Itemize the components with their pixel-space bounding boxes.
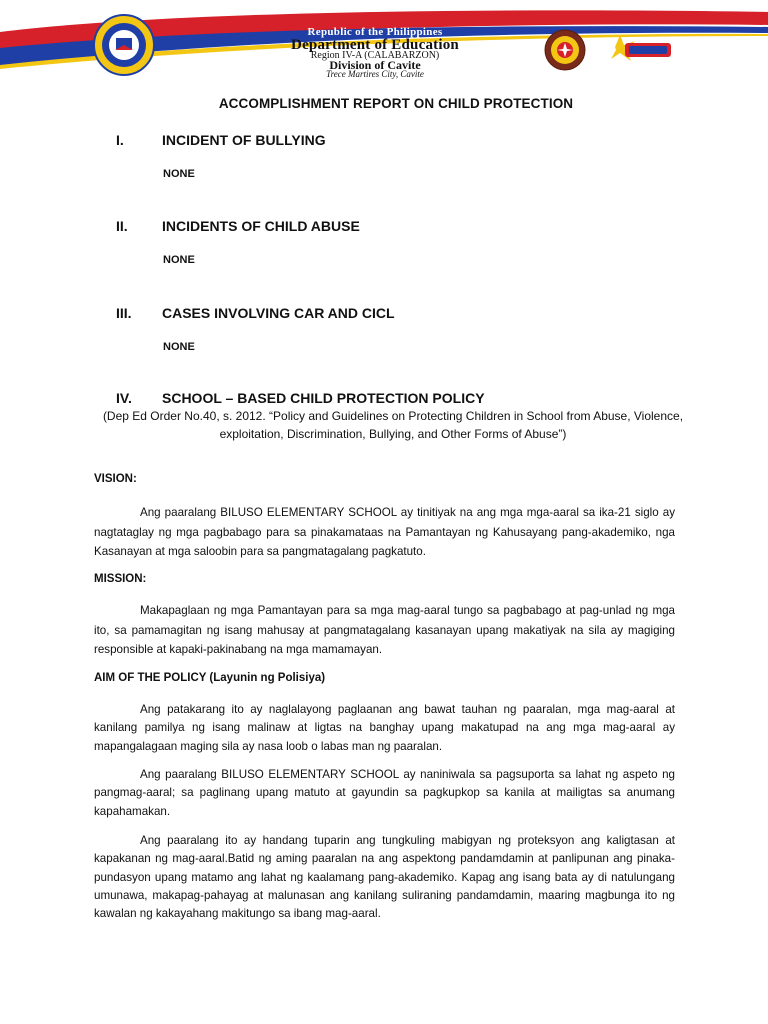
section-number: I. <box>116 132 124 148</box>
section-title-child-abuse: INCIDENTS OF CHILD ABUSE <box>162 218 360 234</box>
section-title-car-cicl: CASES INVOLVING CAR AND CICL <box>162 305 395 321</box>
mission-label: MISSION: <box>94 573 147 585</box>
header-region: Region IV-A (CALABARZON) <box>310 50 440 61</box>
section-title-bullying: INCIDENT OF BULLYING <box>162 132 326 148</box>
vision-text: Ang paaralang BILUSO ELEMENTARY SCHOOL ay tinitiyak na ang mga mga-aaral sa ika-21 siglo ay nagtataglay ng mga pagbabago para sa pinakamataas na Pamantayan ng Kahusayang pang-akademiko, nga Kasanayan at mga saloobin para sa pangmatagalang pagkatuto. <box>94 506 675 558</box>
header-city: Trece Martires City, Cavite <box>326 69 424 79</box>
letterhead <box>0 0 768 82</box>
vision-label: VISION: <box>94 473 137 485</box>
aim-label: AIM OF THE POLICY (Layunin ng Polisiya) <box>94 672 326 684</box>
deped-order-citation: (Dep Ed Order No.40, s. 2012. “Policy and Guidelines on Protecting Children in School from Abuse, Violence, exploitation, Discrimination, Bullying, and Other Forms of Abuse”) <box>102 409 684 441</box>
section-body-car-cicl: NONE <box>163 341 195 353</box>
mission-text: Makapaglaan ng mga Pamantayan para sa mga mag-aaral tungo sa pagbabago at pag-unlad ng mga ito, sa pamamagitan ng isang mahusay at pangmatagalang kasanayan upang makatiyak na sila ay magiging responsible at kapaki-pakinabang na mga mamamayan. <box>94 604 675 656</box>
deped-cavite-logo-icon <box>607 29 677 67</box>
aim-paragraph: Ang paaralang BILUSO ELEMENTARY SCHOOL ay naniniwala sa pagsuporta sa lahat ng aspeto ng pangmag-aaral; sa paglinang upang matuto at gayundin sa pagkupkop sa kanila at mailigtas sa anumang kapahamakan. <box>94 768 675 818</box>
page-title: ACCOMPLISHMENT REPORT ON CHILD PROTECTION <box>218 96 574 111</box>
section-title-protection-policy: SCHOOL – BASED CHILD PROTECTION POLICY <box>162 390 485 406</box>
section-body-bullying: NONE <box>163 168 195 180</box>
section-number: II. <box>116 218 128 234</box>
section-number: IV. <box>116 390 132 406</box>
section-body-child-abuse: NONE <box>163 254 195 266</box>
aim-paragraph: Ang patakarang ito ay naglalayong paglaanan ang bawat tauhan ng paaralan, mga mag-aaral at kanilang pamilya ng isang malinaw at ligtas na banghay upang makatupad na ang mga mag-aaral ay mapangalagaan maging sila ay nasa loob o labas man ng paaralan. <box>94 703 675 753</box>
header-division: Division of Cavite <box>329 58 421 72</box>
header-republic: Republic of the Philippines <box>307 26 443 38</box>
section-number: III. <box>116 305 132 321</box>
division-seal-icon <box>544 29 586 71</box>
aim-paragraph: Ang paaralang ito ay handang tuparin ang tungkuling mabigyan ng proteksyon ang kaligtasan at kapakanan ng mag-aaral.Batid ng aming paaralan na ang aspektong pandamdamin at panlipunan ang pinaka-pundasyon upang matamo ang lahat ng kaalamang pang-akademiko. Kapag ang isang bata ay di natulungang umunawa, makapag-pahayag at malunasan ang kanilang suliraning pandamdamin, maaring magbunga ito ng kawalan ng kakayahang makitungo sa ibang mag-aaral. <box>94 834 675 921</box>
deped-seal-icon <box>93 14 155 76</box>
header-department: Department of Education <box>291 37 459 53</box>
